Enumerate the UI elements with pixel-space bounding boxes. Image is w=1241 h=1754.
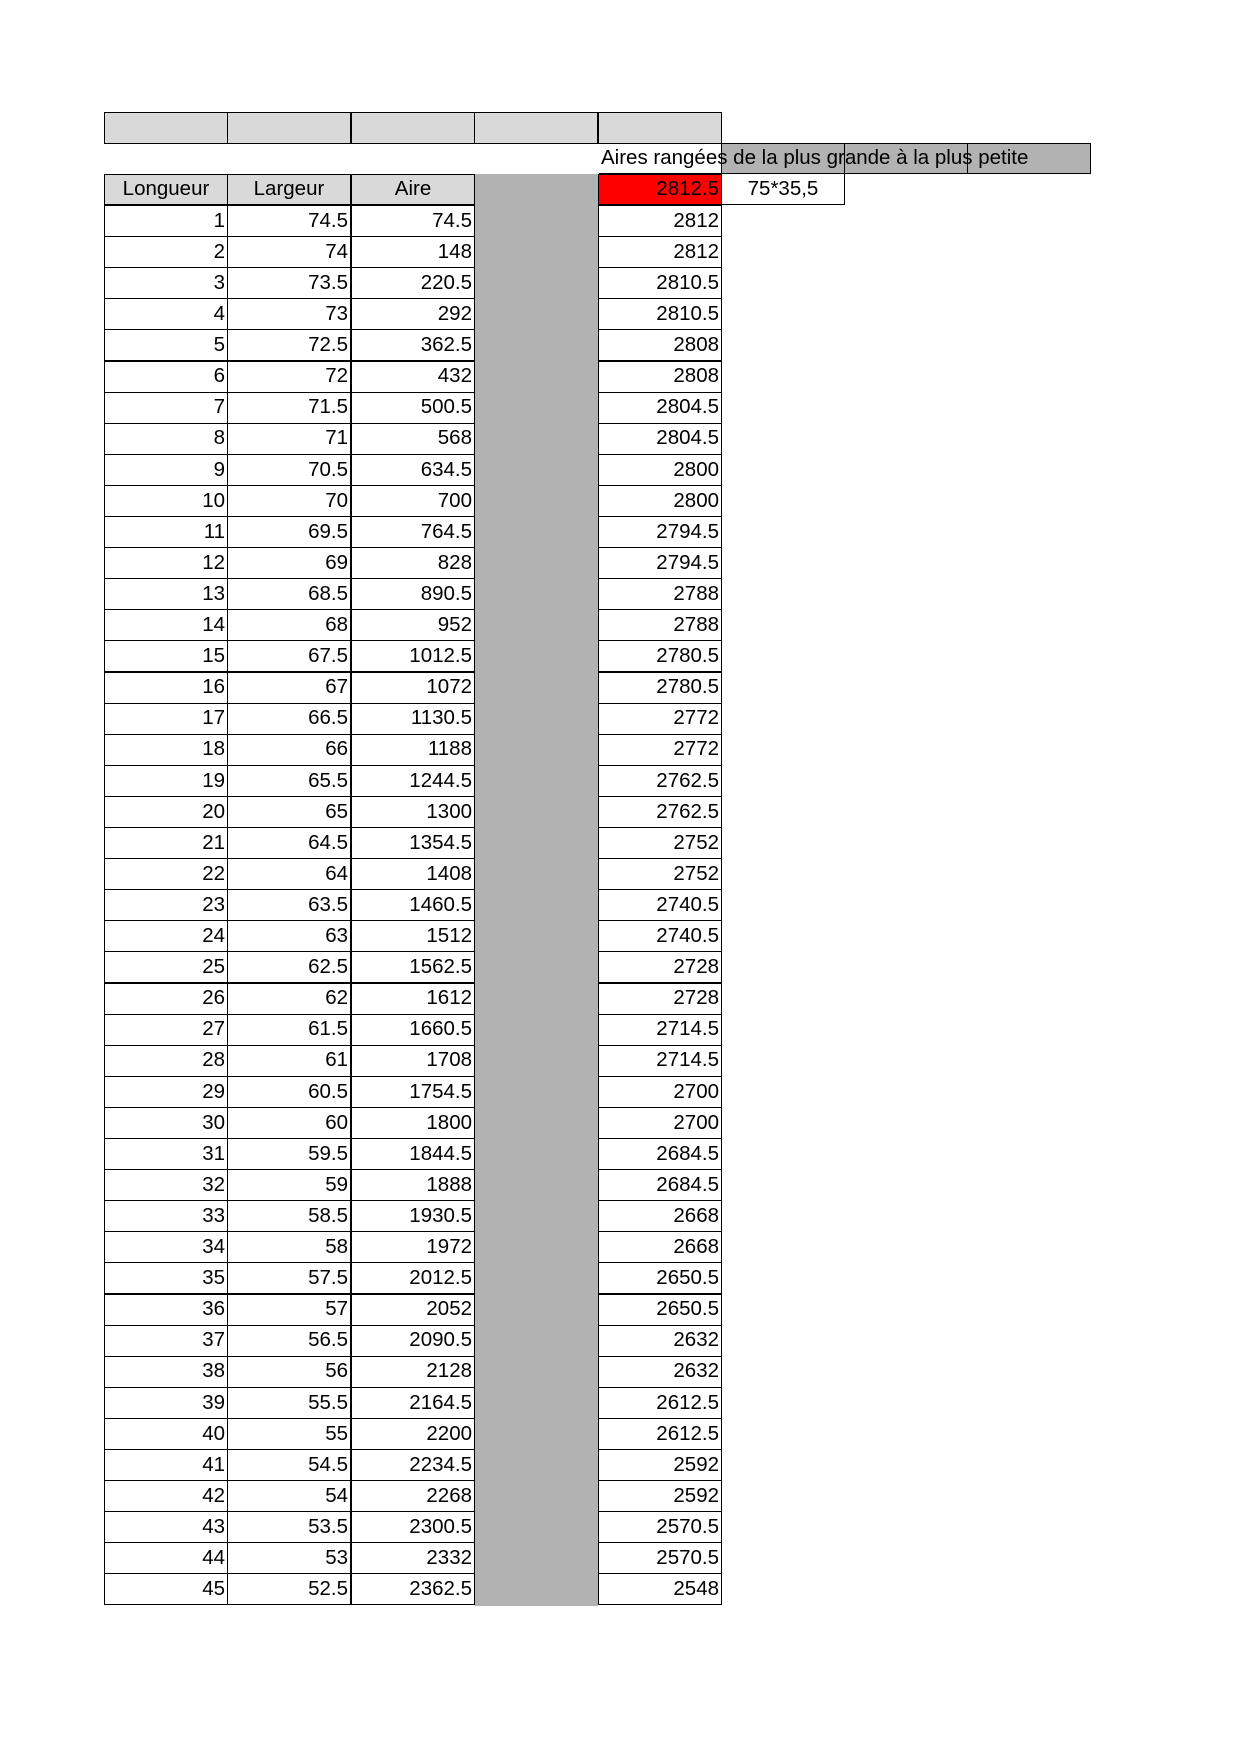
cell-aire[interactable]: 1754.5 [351,1076,475,1108]
cell-sorted-area[interactable]: 2794.5 [598,547,722,579]
cell-largeur[interactable]: 67.5 [227,640,351,672]
cell-longueur[interactable]: 36 [104,1294,228,1326]
cell-sorted-area[interactable]: 2780.5 [598,672,722,704]
cell-aire[interactable]: 1130.5 [351,703,475,735]
cell-sorted-area[interactable]: 2740.5 [598,920,722,952]
cell-largeur[interactable]: 62.5 [227,951,351,983]
cell-sorted-area[interactable]: 2592 [598,1449,722,1481]
cell-largeur[interactable]: 53.5 [227,1511,351,1543]
cell-longueur[interactable]: 42 [104,1480,228,1512]
cell-sorted-area[interactable]: 2800 [598,485,722,517]
cell-largeur[interactable]: 52.5 [227,1573,351,1605]
cell-longueur[interactable]: 33 [104,1200,228,1232]
cell-largeur[interactable]: 74.5 [227,205,351,237]
cell-aire[interactable]: 1844.5 [351,1138,475,1170]
cell-longueur[interactable]: 20 [104,796,228,828]
cell-aire[interactable]: 1562.5 [351,951,475,983]
cell-sorted-area[interactable]: 2804.5 [598,392,722,424]
cell-longueur[interactable]: 28 [104,1045,228,1077]
cell-longueur[interactable]: 12 [104,547,228,579]
sorted-title: Aires rangées de la plus grande à la plus petite [599,143,1091,174]
cell-longueur[interactable]: 11 [104,516,228,548]
cell-largeur[interactable]: 70.5 [227,454,351,486]
cell-sorted-area[interactable]: 2714.5 [598,1045,722,1077]
cell-longueur[interactable]: 41 [104,1449,228,1481]
cell-longueur[interactable]: 3 [104,267,228,299]
cell-longueur[interactable]: 45 [104,1573,228,1605]
cell-sorted-area[interactable]: 2612.5 [598,1418,722,1450]
cell-aire[interactable]: 1930.5 [351,1200,475,1232]
cell-sorted-area[interactable]: 2800 [598,454,722,486]
cell-largeur[interactable]: 71.5 [227,392,351,424]
cell-aire[interactable]: 764.5 [351,516,475,548]
cell-aire[interactable]: 220.5 [351,267,475,299]
cell-sorted-area[interactable]: 2812 [598,236,722,268]
cell-longueur[interactable]: 8 [104,423,228,455]
top-header-cell-a[interactable] [104,112,228,144]
cell-largeur[interactable]: 57.5 [227,1262,351,1294]
cell-longueur[interactable]: 22 [104,858,228,890]
cell-largeur[interactable]: 64.5 [227,827,351,859]
cell-longueur[interactable]: 21 [104,827,228,859]
cell-aire[interactable]: 2300.5 [351,1511,475,1543]
cell-largeur[interactable]: 68.5 [227,578,351,610]
cell-sorted-area[interactable]: 2728 [598,951,722,983]
cell-aire[interactable]: 2128 [351,1356,475,1388]
cell-largeur[interactable]: 65.5 [227,765,351,797]
cell-longueur[interactable]: 29 [104,1076,228,1108]
cell-sorted-area[interactable]: 2772 [598,703,722,735]
cell-aire[interactable]: 2090.5 [351,1325,475,1357]
cell-aire[interactable]: 2268 [351,1480,475,1512]
cell-largeur[interactable]: 70 [227,485,351,517]
cell-sorted-area[interactable]: 2810.5 [598,298,722,330]
cell-largeur[interactable]: 58 [227,1231,351,1263]
cell-aire[interactable]: 1888 [351,1169,475,1201]
cell-sorted-area[interactable]: 2632 [598,1325,722,1357]
cell-longueur[interactable]: 19 [104,765,228,797]
cell-longueur[interactable]: 4 [104,298,228,330]
cell-largeur[interactable]: 67 [227,672,351,704]
cell-aire[interactable]: 2362.5 [351,1573,475,1605]
cell-largeur[interactable]: 61.5 [227,1014,351,1046]
header-largeur[interactable]: Largeur [227,174,351,205]
cell-aire[interactable]: 1012.5 [351,640,475,672]
cell-sorted-area[interactable]: 2700 [598,1107,722,1139]
cell-sorted-area[interactable]: 2808 [598,329,722,361]
cell-sorted-area[interactable]: 2700 [598,1076,722,1108]
cell-largeur[interactable]: 71 [227,423,351,455]
cell-aire[interactable]: 2200 [351,1418,475,1450]
cell-sorted-area[interactable]: 2812 [598,205,722,237]
cell-longueur[interactable]: 23 [104,889,228,921]
header-longueur[interactable]: Longueur [104,174,228,205]
cell-largeur[interactable]: 73.5 [227,267,351,299]
header-aire[interactable]: Aire [351,174,475,205]
cell-longueur[interactable]: 9 [104,454,228,486]
cell-aire[interactable]: 1408 [351,858,475,890]
cell-largeur[interactable]: 55 [227,1418,351,1450]
cell-longueur[interactable]: 27 [104,1014,228,1046]
top-header-cell-c[interactable] [351,112,475,144]
cell-longueur[interactable]: 34 [104,1231,228,1263]
cell-sorted-area[interactable]: 2762.5 [598,765,722,797]
cell-aire[interactable]: 1512 [351,920,475,952]
cell-sorted-area[interactable]: 2808 [598,361,722,393]
cell-aire[interactable]: 1188 [351,734,475,766]
cell-largeur[interactable]: 64 [227,858,351,890]
cell-largeur[interactable]: 56.5 [227,1325,351,1357]
cell-largeur[interactable]: 63.5 [227,889,351,921]
top-header-cell-b[interactable] [227,112,351,144]
max-area-cell[interactable]: 2812.5 [598,174,722,205]
cell-longueur[interactable]: 39 [104,1387,228,1419]
cell-sorted-area[interactable]: 2788 [598,578,722,610]
cell-longueur[interactable]: 7 [104,392,228,424]
cell-largeur[interactable]: 66 [227,734,351,766]
cell-largeur[interactable]: 61 [227,1045,351,1077]
cell-largeur[interactable]: 72.5 [227,329,351,361]
cell-longueur[interactable]: 2 [104,236,228,268]
cell-sorted-area[interactable]: 2668 [598,1200,722,1232]
cell-aire[interactable]: 1300 [351,796,475,828]
cell-longueur[interactable]: 31 [104,1138,228,1170]
cell-largeur[interactable]: 74 [227,236,351,268]
cell-longueur[interactable]: 18 [104,734,228,766]
cell-largeur[interactable]: 60.5 [227,1076,351,1108]
cell-aire[interactable]: 2332 [351,1542,475,1574]
cell-sorted-area[interactable]: 2780.5 [598,640,722,672]
top-header-cell-e[interactable] [598,112,722,144]
cell-longueur[interactable]: 43 [104,1511,228,1543]
cell-longueur[interactable]: 1 [104,205,228,237]
cell-largeur[interactable]: 68 [227,609,351,641]
cell-aire[interactable]: 1708 [351,1045,475,1077]
cell-aire[interactable]: 1612 [351,983,475,1015]
cell-longueur[interactable]: 25 [104,951,228,983]
cell-sorted-area[interactable]: 2684.5 [598,1138,722,1170]
cell-sorted-area[interactable]: 2752 [598,858,722,890]
cell-longueur[interactable]: 13 [104,578,228,610]
cell-aire[interactable]: 952 [351,609,475,641]
cell-aire[interactable]: 2012.5 [351,1262,475,1294]
cell-longueur[interactable]: 6 [104,361,228,393]
cell-largeur[interactable]: 66.5 [227,703,351,735]
top-header-cell-d[interactable] [474,112,598,144]
cell-aire[interactable]: 1460.5 [351,889,475,921]
cell-aire[interactable]: 1660.5 [351,1014,475,1046]
cell-sorted-area[interactable]: 2772 [598,734,722,766]
cell-sorted-area[interactable]: 2794.5 [598,516,722,548]
cell-aire[interactable]: 432 [351,361,475,393]
cell-sorted-area[interactable]: 2570.5 [598,1542,722,1574]
cell-largeur[interactable]: 59 [227,1169,351,1201]
cell-aire[interactable]: 500.5 [351,392,475,424]
cell-aire[interactable]: 2234.5 [351,1449,475,1481]
cell-longueur[interactable]: 38 [104,1356,228,1388]
cell-longueur[interactable]: 30 [104,1107,228,1139]
cell-largeur[interactable]: 58.5 [227,1200,351,1232]
cell-aire[interactable]: 74.5 [351,205,475,237]
cell-largeur[interactable]: 57 [227,1294,351,1326]
cell-aire[interactable]: 700 [351,485,475,517]
cell-longueur[interactable]: 15 [104,640,228,672]
cell-largeur[interactable]: 63 [227,920,351,952]
cell-sorted-area[interactable]: 2612.5 [598,1387,722,1419]
cell-longueur[interactable]: 35 [104,1262,228,1294]
cell-aire[interactable]: 292 [351,298,475,330]
cell-sorted-area[interactable]: 2650.5 [598,1262,722,1294]
cell-largeur[interactable]: 60 [227,1107,351,1139]
cell-aire[interactable]: 1072 [351,672,475,704]
cell-aire[interactable]: 362.5 [351,329,475,361]
cell-sorted-area[interactable]: 2752 [598,827,722,859]
cell-aire[interactable]: 2164.5 [351,1387,475,1419]
cell-largeur[interactable]: 73 [227,298,351,330]
cell-largeur[interactable]: 65 [227,796,351,828]
cell-longueur[interactable]: 17 [104,703,228,735]
cell-longueur[interactable]: 26 [104,983,228,1015]
cell-aire[interactable]: 634.5 [351,454,475,486]
cell-sorted-area[interactable]: 2762.5 [598,796,722,828]
cell-largeur[interactable]: 59.5 [227,1138,351,1170]
cell-largeur[interactable]: 62 [227,983,351,1015]
cell-sorted-area[interactable]: 2728 [598,983,722,1015]
cell-aire[interactable]: 1244.5 [351,765,475,797]
cell-aire[interactable]: 568 [351,423,475,455]
cell-largeur[interactable]: 72 [227,361,351,393]
max-area-dimensions-note[interactable]: 75*35,5 [721,174,845,205]
cell-sorted-area[interactable]: 2788 [598,609,722,641]
cell-sorted-area[interactable]: 2740.5 [598,889,722,921]
separator-column [475,174,598,1606]
cell-aire[interactable]: 890.5 [351,578,475,610]
cell-sorted-area[interactable]: 2714.5 [598,1014,722,1046]
cell-largeur[interactable]: 54 [227,1480,351,1512]
cell-largeur[interactable]: 69.5 [227,516,351,548]
cell-sorted-area[interactable]: 2804.5 [598,423,722,455]
cell-sorted-area[interactable]: 2592 [598,1480,722,1512]
cell-largeur[interactable]: 54.5 [227,1449,351,1481]
cell-sorted-area[interactable]: 2548 [598,1573,722,1605]
cell-longueur[interactable]: 40 [104,1418,228,1450]
cell-aire[interactable]: 1354.5 [351,827,475,859]
cell-longueur[interactable]: 10 [104,485,228,517]
cell-largeur[interactable]: 55.5 [227,1387,351,1419]
cell-sorted-area[interactable]: 2570.5 [598,1511,722,1543]
cell-largeur[interactable]: 56 [227,1356,351,1388]
cell-longueur[interactable]: 24 [104,920,228,952]
cell-longueur[interactable]: 5 [104,329,228,361]
cell-aire[interactable]: 2052 [351,1294,475,1326]
cell-sorted-area[interactable]: 2650.5 [598,1294,722,1326]
cell-largeur[interactable]: 69 [227,547,351,579]
cell-longueur[interactable]: 32 [104,1169,228,1201]
cell-longueur[interactable]: 37 [104,1325,228,1357]
cell-longueur[interactable]: 44 [104,1542,228,1574]
cell-sorted-area[interactable]: 2684.5 [598,1169,722,1201]
cell-longueur[interactable]: 16 [104,672,228,704]
cell-largeur[interactable]: 53 [227,1542,351,1574]
cell-aire[interactable]: 1800 [351,1107,475,1139]
cell-sorted-area[interactable]: 2668 [598,1231,722,1263]
cell-aire[interactable]: 148 [351,236,475,268]
cell-longueur[interactable]: 14 [104,609,228,641]
cell-aire[interactable]: 1972 [351,1231,475,1263]
cell-aire[interactable]: 828 [351,547,475,579]
cell-sorted-area[interactable]: 2810.5 [598,267,722,299]
cell-sorted-area[interactable]: 2632 [598,1356,722,1388]
